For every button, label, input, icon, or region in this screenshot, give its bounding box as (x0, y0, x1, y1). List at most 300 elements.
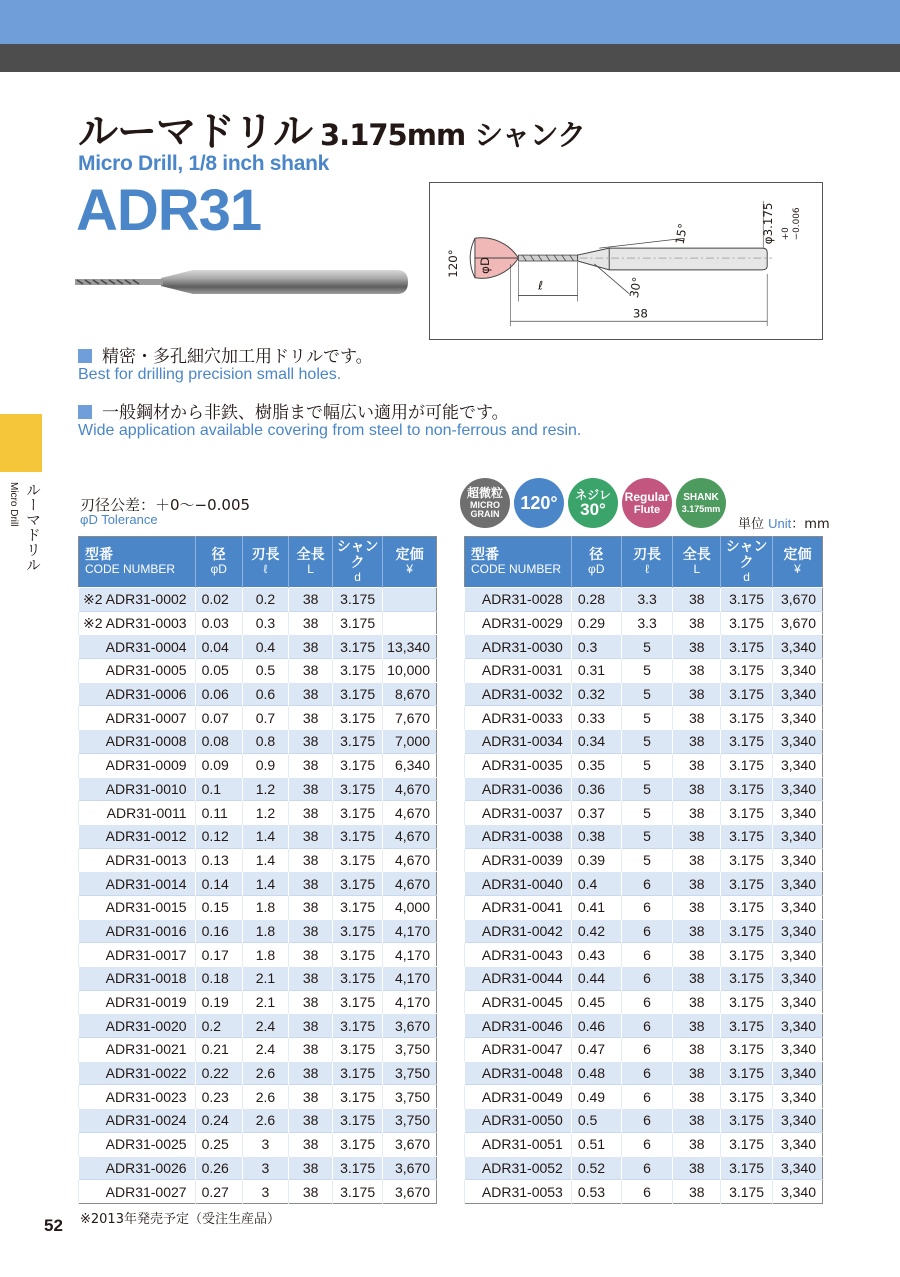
diameter-cell: 0.32 (571, 682, 621, 706)
flute-length-cell: 1.8 (242, 895, 288, 919)
shank-cell: 3.175 (333, 872, 383, 896)
col-header-flute-length: 刃長 ℓ (621, 537, 673, 588)
price-cell: 3,750 (383, 1085, 437, 1109)
overall-length-cell: 38 (289, 848, 333, 872)
shank-cell: 3.175 (333, 777, 383, 801)
price-cell: 3,340 (773, 635, 823, 659)
flute-length-cell: 0.6 (242, 682, 288, 706)
shank-cell: 3.175 (333, 848, 383, 872)
table-row (79, 1132, 437, 1156)
price-cell: 3,750 (383, 1038, 437, 1062)
spec-table-left (78, 536, 437, 1204)
overall-length-cell: 38 (673, 753, 721, 777)
flute-length-cell: 6 (621, 1180, 673, 1204)
table-row (79, 919, 437, 943)
table-row (465, 611, 823, 635)
flute-length-cell: 2.6 (242, 1085, 288, 1109)
overall-length-cell: 38 (289, 659, 333, 683)
diameter-cell: 0.25 (195, 1132, 242, 1156)
code-cell: ADR31-0012 (79, 824, 196, 848)
overall-length-cell: 38 (289, 872, 333, 896)
shank-tol-minus: −0.006 (791, 207, 802, 241)
side-label-en: Micro Drill (8, 482, 19, 527)
table-row (465, 895, 823, 919)
table-row (79, 848, 437, 872)
angle-15-label: 15° (672, 222, 691, 246)
diameter-cell: 0.5 (571, 1109, 621, 1133)
flute-length-cell: 2.1 (242, 990, 288, 1014)
code-cell: ADR31-0046 (465, 1014, 572, 1038)
overall-length-cell: 38 (289, 967, 333, 991)
col-header-diameter: 径 φD (195, 537, 242, 588)
code-cell: ADR31-0031 (465, 659, 572, 683)
flute-length-cell: 1.4 (242, 872, 288, 896)
price-cell: 3,340 (773, 824, 823, 848)
table-row (79, 967, 437, 991)
flute-length-cell: 6 (621, 919, 673, 943)
overall-length-cell: 38 (289, 1132, 333, 1156)
shank-cell: 3.175 (333, 990, 383, 1014)
table-row (465, 967, 823, 991)
table-row (465, 848, 823, 872)
diameter-cell: 0.4 (571, 872, 621, 896)
price-cell: 3,340 (773, 659, 823, 683)
table-row (79, 895, 437, 919)
code-cell: ADR31-0008 (79, 730, 196, 754)
dimension-diagram (429, 182, 823, 340)
price-cell (383, 611, 437, 635)
shank-cell: 3.175 (721, 706, 773, 730)
table-row (465, 777, 823, 801)
table-row (465, 730, 823, 754)
overall-length-cell: 38 (673, 635, 721, 659)
code-cell: ※2 ADR31-0003 (79, 611, 196, 635)
flute-length-cell: 2.4 (242, 1014, 288, 1038)
code-cell: ADR31-0030 (465, 635, 572, 659)
flute-length-cell: 5 (621, 635, 673, 659)
price-cell: 3,340 (773, 753, 823, 777)
table-row (465, 753, 823, 777)
diameter-cell: 0.22 (195, 1061, 242, 1085)
table-row (465, 1038, 823, 1062)
table-row (79, 1014, 437, 1038)
table-row (465, 1014, 823, 1038)
shank-cell: 3.175 (721, 730, 773, 754)
code-cell: ADR31-0011 (79, 801, 196, 825)
col-header-price: 定価 ¥ (383, 537, 437, 588)
table-row (79, 659, 437, 683)
col-header-overall-length: 全長 L (673, 537, 721, 588)
price-cell: 3,340 (773, 706, 823, 730)
table-row (465, 659, 823, 683)
overall-length-cell: 38 (673, 730, 721, 754)
shank-tol-plus: +0 (780, 227, 791, 241)
table-row (79, 730, 437, 754)
table-row (79, 943, 437, 967)
flute-length-cell: 5 (621, 753, 673, 777)
tolerance-label: 刃径公差：＋0〜−0.005 (80, 496, 251, 514)
table-row (79, 682, 437, 706)
flute-length-cell: 5 (621, 659, 673, 683)
price-cell: 3,340 (773, 1156, 823, 1180)
price-cell: 3,340 (773, 1014, 823, 1038)
flute-length-cell: 6 (621, 872, 673, 896)
shank-cell: 3.175 (333, 1014, 383, 1038)
code-cell: ADR31-0016 (79, 919, 196, 943)
diameter-cell: 0.43 (571, 943, 621, 967)
code-cell: ADR31-0038 (465, 824, 572, 848)
table-row (465, 824, 823, 848)
overall-length-cell: 38 (289, 588, 333, 612)
code-cell: ADR31-0053 (465, 1180, 572, 1204)
flute-length-cell: 6 (621, 990, 673, 1014)
flute-length-cell: 5 (621, 777, 673, 801)
shank-cell: 3.175 (721, 777, 773, 801)
code-cell: ADR31-0025 (79, 1132, 196, 1156)
overall-length-cell: 38 (289, 824, 333, 848)
side-label: ルーマドリル (24, 482, 42, 572)
price-cell: 4,670 (383, 872, 437, 896)
code-cell: ADR31-0017 (79, 943, 196, 967)
diameter-cell: 0.34 (571, 730, 621, 754)
table-row (465, 990, 823, 1014)
diameter-cell: 0.31 (571, 659, 621, 683)
overall-length-cell: 38 (673, 777, 721, 801)
shank-cell: 3.175 (721, 611, 773, 635)
overall-length-cell: 38 (289, 730, 333, 754)
shank-cell: 3.175 (721, 588, 773, 612)
diameter-cell: 0.3 (571, 635, 621, 659)
shank-cell: 3.175 (721, 967, 773, 991)
diameter-cell: 0.46 (571, 1014, 621, 1038)
feature-2-en: Wide application available covering from steel to non-ferrous and resin. (78, 422, 582, 439)
code-cell: ADR31-0028 (465, 588, 572, 612)
price-cell: 3,340 (773, 730, 823, 754)
flute-length-label: ℓ (538, 278, 544, 293)
diameter-cell: 0.1 (195, 777, 242, 801)
table-row (79, 801, 437, 825)
shank-cell: 3.175 (721, 1156, 773, 1180)
shank-cell: 3.175 (333, 611, 383, 635)
shank-cell: 3.175 (333, 919, 383, 943)
price-cell: 3,340 (773, 967, 823, 991)
price-cell: 4,170 (383, 943, 437, 967)
code-cell: ADR31-0023 (79, 1085, 196, 1109)
overall-length-cell: 38 (289, 706, 333, 730)
micro-grain-icon: 超微粒 MICRO GRAIN (460, 478, 510, 528)
diameter-cell: 0.47 (571, 1038, 621, 1062)
page-title-sub: 3.175mm シャンク (320, 118, 586, 152)
flute-length-cell: 1.2 (242, 777, 288, 801)
code-cell: ADR31-0022 (79, 1061, 196, 1085)
diameter-cell: 0.03 (195, 611, 242, 635)
code-cell: ADR31-0049 (465, 1085, 572, 1109)
col-header-diameter: 径 φD (571, 537, 621, 588)
diameter-cell: 0.2 (195, 1014, 242, 1038)
shank-cell: 3.175 (333, 588, 383, 612)
shank-cell: 3.175 (721, 1038, 773, 1062)
price-cell: 4,170 (383, 990, 437, 1014)
table-row (465, 1109, 823, 1133)
code-cell: ADR31-0040 (465, 872, 572, 896)
col-header-overall-length: 全長 L (289, 537, 333, 588)
table-row (465, 682, 823, 706)
price-cell: 3,340 (773, 943, 823, 967)
code-cell: ADR31-0013 (79, 848, 196, 872)
code-cell: ADR31-0039 (465, 848, 572, 872)
code-cell: ADR31-0004 (79, 635, 196, 659)
code-cell: ADR31-0051 (465, 1132, 572, 1156)
table-row (465, 872, 823, 896)
table-row (79, 872, 437, 896)
price-cell: 6,340 (383, 753, 437, 777)
flute-length-cell: 0.8 (242, 730, 288, 754)
shank-cell: 3.175 (721, 682, 773, 706)
shank-cell: 3.175 (333, 824, 383, 848)
overall-length-cell: 38 (673, 848, 721, 872)
shank-cell: 3.175 (333, 967, 383, 991)
diameter-cell: 0.18 (195, 967, 242, 991)
table-row (465, 1156, 823, 1180)
overall-length-cell: 38 (673, 943, 721, 967)
page-number: 52 (44, 1216, 63, 1235)
overall-length-cell: 38 (673, 1061, 721, 1085)
flute-length-cell: 1.8 (242, 919, 288, 943)
code-cell: ADR31-0036 (465, 777, 572, 801)
flute-length-cell: 6 (621, 1038, 673, 1062)
price-cell: 3,340 (773, 1061, 823, 1085)
flute-length-cell: 1.4 (242, 824, 288, 848)
shank-cell: 3.175 (721, 848, 773, 872)
overall-length-cell: 38 (673, 706, 721, 730)
overall-length-cell: 38 (289, 753, 333, 777)
feature-1: 精密・多孔細穴加工用ドリルです。 (78, 342, 373, 367)
price-cell: 4,670 (383, 801, 437, 825)
table-row (465, 1061, 823, 1085)
price-cell: 3,670 (383, 1132, 437, 1156)
diameter-cell: 0.38 (571, 824, 621, 848)
diameter-cell: 0.19 (195, 990, 242, 1014)
page-title-en: Micro Drill, 1/8 inch shank (78, 152, 329, 175)
price-cell: 3,750 (383, 1109, 437, 1133)
price-cell: 3,340 (773, 872, 823, 896)
flute-length-cell: 3.3 (621, 611, 673, 635)
diameter-cell: 0.51 (571, 1132, 621, 1156)
overall-length-cell: 38 (673, 611, 721, 635)
code-cell: ADR31-0043 (465, 943, 572, 967)
shank-cell: 3.175 (333, 1156, 383, 1180)
price-cell: 13,340 (383, 635, 437, 659)
shank-cell: 3.175 (333, 682, 383, 706)
price-cell: 3,340 (773, 1132, 823, 1156)
price-cell: 3,340 (773, 848, 823, 872)
price-cell: 3,670 (773, 588, 823, 612)
overall-length-cell: 38 (673, 801, 721, 825)
table-row (79, 611, 437, 635)
col-header-code: 型番 CODE NUMBER (465, 537, 572, 588)
diameter-cell: 0.08 (195, 730, 242, 754)
col-header-flute-length: 刃長 ℓ (242, 537, 288, 588)
price-cell: 4,000 (383, 895, 437, 919)
shank-cell: 3.175 (721, 990, 773, 1014)
shank-cell: 3.175 (721, 1180, 773, 1204)
point-angle-label: 120° (446, 249, 461, 278)
code-cell: ADR31-0033 (465, 706, 572, 730)
overall-length-cell: 38 (289, 943, 333, 967)
overall-length-cell: 38 (673, 1038, 721, 1062)
code-cell: ADR31-0032 (465, 682, 572, 706)
shank-cell: 3.175 (721, 919, 773, 943)
price-cell: 4,670 (383, 848, 437, 872)
overall-length-cell: 38 (673, 659, 721, 683)
overall-length-cell: 38 (673, 588, 721, 612)
overall-length-cell: 38 (673, 1156, 721, 1180)
code-cell: ADR31-0050 (465, 1109, 572, 1133)
overall-length-cell: 38 (289, 895, 333, 919)
price-cell: 3,340 (773, 895, 823, 919)
bullet-square-icon (78, 405, 92, 419)
diameter-cell: 0.45 (571, 990, 621, 1014)
flute-length-cell: 5 (621, 824, 673, 848)
code-cell: ADR31-0020 (79, 1014, 196, 1038)
table-row (465, 1180, 823, 1204)
flute-length-cell: 6 (621, 1061, 673, 1085)
diameter-cell: 0.23 (195, 1085, 242, 1109)
overall-length-cell: 38 (289, 1014, 333, 1038)
side-tab (0, 414, 42, 472)
flute-length-cell: 6 (621, 1014, 673, 1038)
shank-cell: 3.175 (333, 943, 383, 967)
flute-length-cell: 0.3 (242, 611, 288, 635)
code-cell: ADR31-0024 (79, 1109, 196, 1133)
feature-1-en: Best for drilling precision small holes. (78, 366, 342, 383)
overall-length-cell: 38 (673, 1109, 721, 1133)
point-angle-icon: 120° (514, 478, 564, 528)
price-cell: 3,750 (383, 1061, 437, 1085)
price-cell: 3,340 (773, 801, 823, 825)
overall-length-cell: 38 (673, 682, 721, 706)
table-row (79, 635, 437, 659)
bullet-square-icon (78, 349, 92, 363)
price-cell: 3,340 (773, 1085, 823, 1109)
price-cell: 4,170 (383, 967, 437, 991)
shank-cell: 3.175 (721, 635, 773, 659)
shank-cell: 3.175 (333, 1085, 383, 1109)
table-row (79, 1038, 437, 1062)
page-title: ルーマドリル 3.175mm シャンク (78, 109, 586, 155)
table-row (79, 1109, 437, 1133)
diameter-cell: 0.28 (571, 588, 621, 612)
col-header-shank: シャンク d (721, 537, 773, 588)
flute-length-cell: 5 (621, 801, 673, 825)
overall-length-cell: 38 (289, 1156, 333, 1180)
shank-cell: 3.175 (721, 1109, 773, 1133)
price-cell: 7,000 (383, 730, 437, 754)
flute-length-cell: 1.8 (242, 943, 288, 967)
flute-length-cell: 6 (621, 895, 673, 919)
overall-length-cell: 38 (289, 1085, 333, 1109)
code-cell: ADR31-0047 (465, 1038, 572, 1062)
price-cell: 4,670 (383, 777, 437, 801)
header-dark-band (0, 44, 900, 72)
code-cell: ADR31-0005 (79, 659, 196, 683)
table-row (465, 635, 823, 659)
overall-length-cell: 38 (289, 1109, 333, 1133)
code-cell: ADR31-0052 (465, 1156, 572, 1180)
flute-length-cell: 6 (621, 1109, 673, 1133)
code-cell: ADR31-0026 (79, 1156, 196, 1180)
table-row (465, 801, 823, 825)
col-header-price: 定価 ¥ (773, 537, 823, 588)
shank-cell: 3.175 (721, 895, 773, 919)
flute-length-cell: 1.4 (242, 848, 288, 872)
diameter-cell: 0.27 (195, 1180, 242, 1204)
flute-length-cell: 0.9 (242, 753, 288, 777)
shank-cell: 3.175 (333, 801, 383, 825)
spec-table-right (464, 536, 823, 1204)
flute-length-cell: 3 (242, 1180, 288, 1204)
diameter-cell: 0.49 (571, 1085, 621, 1109)
shank-cell: 3.175 (333, 659, 383, 683)
flute-length-cell: 0.2 (242, 588, 288, 612)
code-cell: ADR31-0034 (465, 730, 572, 754)
table-row (79, 990, 437, 1014)
flute-length-cell: 3 (242, 1156, 288, 1180)
table-row (79, 1085, 437, 1109)
code-cell: ADR31-0019 (79, 990, 196, 1014)
diameter-cell: 0.17 (195, 943, 242, 967)
table-row (79, 1061, 437, 1085)
shank-cell: 3.175 (333, 706, 383, 730)
regular-flute-icon: Regular Flute (622, 478, 672, 528)
diameter-cell: 0.12 (195, 824, 242, 848)
shank-cell: 3.175 (333, 753, 383, 777)
price-cell: 3,670 (773, 611, 823, 635)
code-cell: ADR31-0006 (79, 682, 196, 706)
diameter-cell: 0.37 (571, 801, 621, 825)
model-number: ADR31 (76, 178, 262, 243)
flute-length-cell: 5 (621, 730, 673, 754)
shank-cell: 3.175 (721, 801, 773, 825)
diameter-cell: 0.33 (571, 706, 621, 730)
price-cell: 3,340 (773, 919, 823, 943)
diameter-cell: 0.42 (571, 919, 621, 943)
unit-label: 単位 Unit：mm (738, 516, 830, 532)
diameter-cell: 0.21 (195, 1038, 242, 1062)
shank-cell: 3.175 (721, 824, 773, 848)
flute-length-cell: 6 (621, 1156, 673, 1180)
header-band (0, 0, 900, 44)
shank-icon: SHANK 3.175mm (676, 478, 726, 528)
table-row (79, 777, 437, 801)
diameter-cell: 0.39 (571, 848, 621, 872)
col-header-code: 型番 CODE NUMBER (79, 537, 196, 588)
flute-length-cell: 6 (621, 967, 673, 991)
table-row (465, 706, 823, 730)
diameter-cell: 0.24 (195, 1109, 242, 1133)
price-cell: 4,670 (383, 824, 437, 848)
overall-length-cell: 38 (289, 801, 333, 825)
price-cell: 3,670 (383, 1156, 437, 1180)
diameter-cell: 0.04 (195, 635, 242, 659)
overall-length-cell: 38 (673, 895, 721, 919)
flute-length-cell: 2.1 (242, 967, 288, 991)
shank-cell: 3.175 (721, 659, 773, 683)
code-cell: ADR31-0035 (465, 753, 572, 777)
shank-cell: 3.175 (721, 1085, 773, 1109)
flute-length-cell: 5 (621, 706, 673, 730)
code-cell: ADR31-0015 (79, 895, 196, 919)
